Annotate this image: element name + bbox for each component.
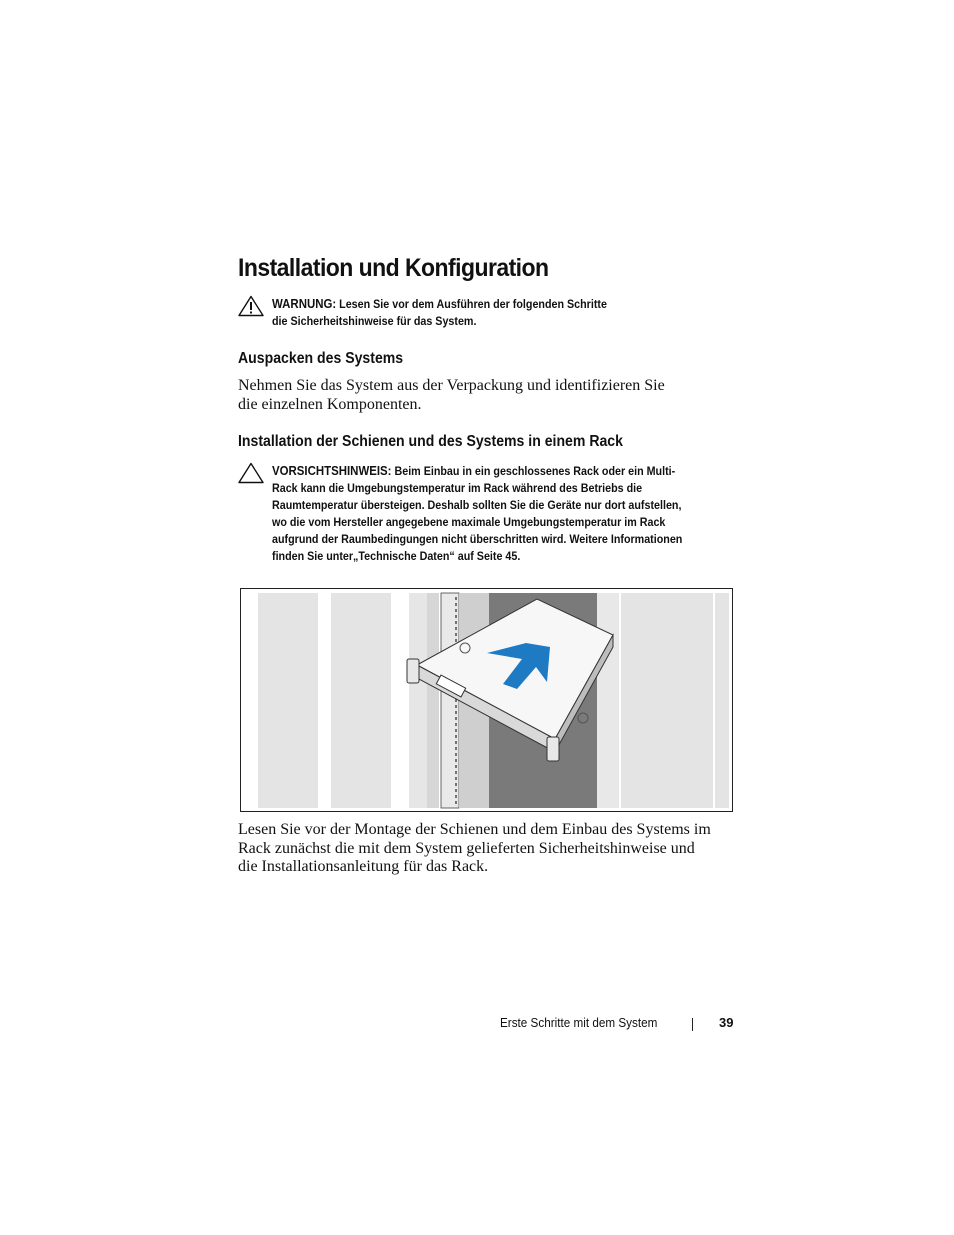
section-heading-unpacking: Auspacken des Systems (238, 350, 404, 367)
caution-line-5: aufgrund der Raumbedingungen nicht überschritten wird. Weitere Informationen (272, 532, 683, 546)
caution-line-1: Beim Einbau in ein geschlossenes Rack oder ein Multi- (394, 464, 676, 478)
caution-line-6: finden Sie unter„Technische Daten“ auf Seite 45. (272, 549, 521, 563)
warning-icon (238, 295, 264, 317)
caution-line-3: Raumtemperatur übersteigen. Deshalb sollten Sie die Geräte nur dort aufstellen, (272, 498, 682, 512)
caution-line-4: wo die vom Hersteller angegebene maximale Umgebungstemperatur im Rack (272, 515, 666, 529)
rack-install-paragraph (238, 821, 711, 877)
caution-text (272, 462, 682, 565)
rack-panel-right-2 (715, 593, 729, 808)
footer-separator (692, 1018, 693, 1031)
rack-illustration-svg (241, 589, 732, 811)
server-rack-installation-illustration (240, 588, 733, 812)
unpacking-paragraph (238, 377, 665, 414)
warning-line-2: die Sicherheitshinweise für das System. (272, 314, 477, 328)
warning-label: WARNUNG: (272, 296, 337, 311)
rack-rail-inner (427, 593, 439, 808)
rack-panel-left-1 (258, 593, 318, 808)
rack-install-line-1: Lesen Sie vor der Montage der Schienen und dem Einbau des Systems im (238, 821, 711, 838)
caution-line-2: Rack kann die Umgebungstemperatur im Rack während des Betriebs die (272, 481, 643, 495)
footer-text: Erste Schritte mit dem System (500, 1015, 658, 1030)
rack-rail-rear (597, 593, 619, 808)
page-number: 39 (719, 1015, 734, 1030)
page-title: Installation und Konfiguration (238, 254, 549, 282)
rack-install-line-2: Rack zunächst die mit dem System gelieferten Sicherheitshinweise und (238, 839, 695, 857)
caution-label: VORSICHTSHINWEIS: (272, 463, 392, 478)
rack-install-line-3: die Installationsanleitung für das Rack. (238, 858, 489, 875)
rack-rail-front-left (409, 593, 427, 808)
warning-text (272, 295, 607, 330)
unpacking-line-1: Nehmen Sie das System aus der Verpackung und identifizieren Sie (238, 377, 665, 394)
rack-panel-left-2 (331, 593, 391, 808)
unpacking-line-2: die einzelnen Komponenten. (238, 395, 422, 413)
warning-line-1: Lesen Sie vor dem Ausführen der folgenden Schritte (339, 297, 607, 311)
rack-panel-right-1 (621, 593, 713, 808)
section-heading-rack-install: Installation der Schienen und des Systems in einem Rack (238, 433, 623, 450)
caution-icon (238, 462, 264, 484)
